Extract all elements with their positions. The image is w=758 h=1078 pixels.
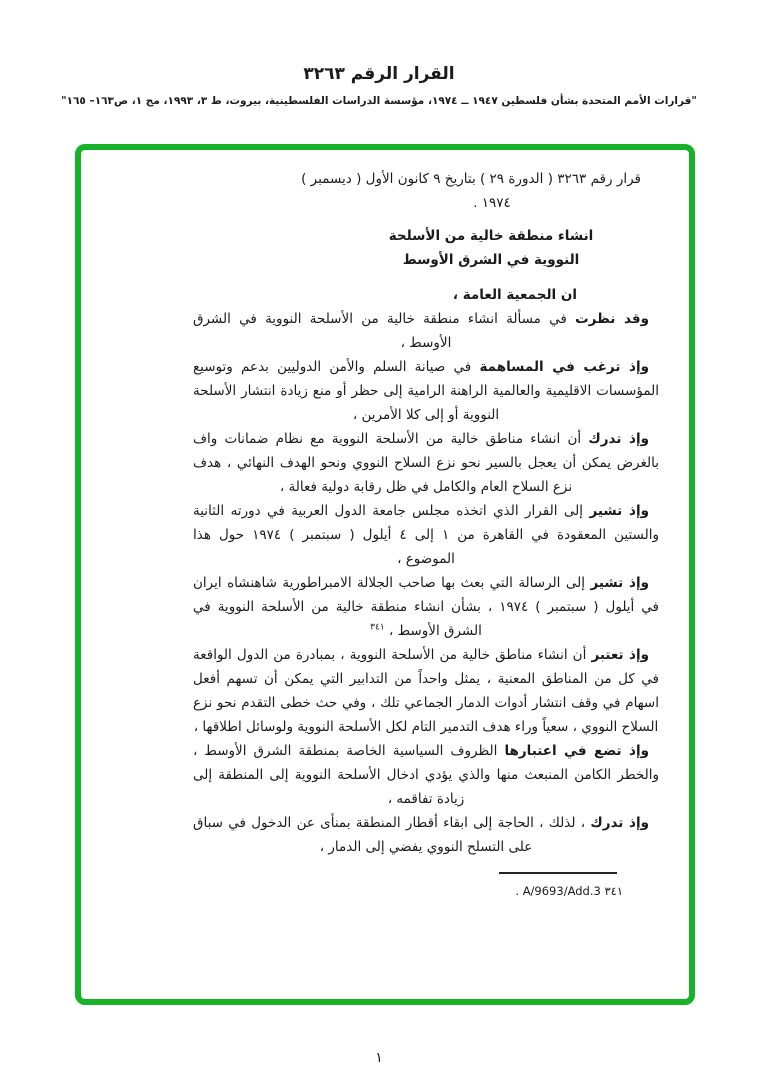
green-highlight-border: [75, 144, 695, 1005]
paragraph-text: الظروف السياسية الخاصة بمنطقة الشرق الأوسط ، والخطر الكامن المنبعث منها والذي يؤدي ادخال الأسلحة النووية إلى المنطقة إلى زيادة تفاقمه ،: [193, 743, 659, 807]
paragraph-text: ، لذلك ، الحاجة إلى ابقاء أقطار المنطقة بمنأى عن الدخول في سباق على التسلح النووي يفضي إلى الدمار ،: [193, 815, 591, 855]
paragraph-lead: وإذ تضع في اعتبارها: [504, 743, 649, 759]
footnote-text: ٣٤١ A/9693/Add.3 .: [515, 884, 623, 898]
resolution-year: ١٩٧٤ .: [473, 195, 511, 211]
resolution-number-date: قرار رقم ٣٢٦٣ ( الدورة ٢٩ ) بتاريخ ٩ كانون الأول ( ديسمبر ): [301, 171, 641, 187]
paragraph-lead: وإذ تعتبر: [591, 647, 649, 663]
source-citation: "قرارات الأمم المتحدة بشأن فلسطين ١٩٤٧ ــ ١٩٧٤، مؤسسة الدراسات الفلسطينية، بيروت، ط ٣، ١٩٩٣، مج ١، ص١٦٣– ١٦٥": [61, 95, 697, 107]
preamble-paragraph: [193, 355, 659, 427]
paragraph-text: أن انشاء مناطق خالية من الأسلحة النووية مع نظام ضمانات واف بالغرض يمكن أن يعجل بالسير نحو نزع السلاح النووي ونحو الهدف النهائي ، هدف نزع السلاح العام والكامل في ظل رقابة دولية فعالة ،: [193, 431, 659, 495]
resolution-subject-heading: [193, 224, 659, 272]
paragraph-lead: وإذ تدرك: [588, 431, 649, 447]
footnote-reference: ٣٤١: [370, 622, 385, 633]
page-number: ١: [375, 1050, 383, 1066]
paragraph-lead: وإذ تشير: [590, 575, 649, 591]
preamble-paragraph: [193, 811, 659, 859]
paragraph-text: في مسألة انشاء منطقة خالية من الأسلحة النووية في الشرق الأوسط ،: [193, 311, 576, 351]
resolution-title: القرار الرقم ٣٢٦٣: [303, 64, 455, 84]
paragraph-lead: وقد نظرت: [575, 311, 649, 327]
heading-line-1: انشاء منطقة خالية من الأسلحة: [388, 228, 594, 244]
resolution-meta: [193, 167, 659, 215]
paragraph-lead: وإذ تشير: [589, 503, 649, 519]
preamble-intro: ان الجمعية العامة ،: [452, 287, 577, 303]
paragraph-text: أن انشاء مناطق خالية من الأسلحة النووية ، بمبادرة من الدول الواقعة في كل من المناطق المعنية ، يمثل واحداً من التدابير التي يمكن أن تسهم أفعل اسهام في وقف انتشار أدوات الدمار الجماعي تلك ، وفي حث خطى التقدم نحو نزع السلاح النووي ، سعياً وراء هدف التدمير التام لكل الأسلحة النووية ولوسائل اطلاقها ،: [193, 647, 659, 735]
preamble-paragraph: [193, 307, 659, 355]
paragraph-lead: وإذ تدرك: [590, 815, 649, 831]
preamble-paragraph: [193, 739, 659, 811]
paragraph-text: إلى الرسالة التي بعث بها صاحب الجلالة الامبراطورية شاهنشاه ايران في أيلول ( سبتمبر ) ١٩٧٤ ، بشأن انشاء منطقة خالية من الأسلحة النووية في الشرق الأوسط ،: [193, 575, 659, 639]
document-header: [0, 0, 758, 107]
paragraph-text: إلى القرار الذي اتخذه مجلس جامعة الدول العربية في دورته الثانية والستين المعقودة في القاهرة من ١ إلى ٤ أيلول ( سبتمبر ) ١٩٧٤ حول هذا الموضوع ،: [193, 503, 659, 567]
preamble-paragraph: [193, 571, 659, 643]
paragraph-text: في صيانة السلم والأمن الدوليين بدعم وتوسيع المؤسسات الاقليمية والعالمية الراهنة الرامية إلى حظر أو منع زيادة انتشار الأسلحة النووية أو إلى كلا الأمرين ،: [193, 359, 659, 423]
heading-line-2: النووية في الشرق الأوسط: [402, 252, 580, 268]
preamble-paragraph: [193, 499, 659, 571]
preamble-paragraph: [193, 427, 659, 499]
document-body: [81, 150, 689, 903]
footnote-separator-rule: [499, 872, 617, 874]
footnote-area: [193, 872, 659, 903]
preamble-paragraph: [193, 643, 659, 739]
paragraph-lead: وإذ ترغب في المساهمة: [479, 359, 649, 375]
